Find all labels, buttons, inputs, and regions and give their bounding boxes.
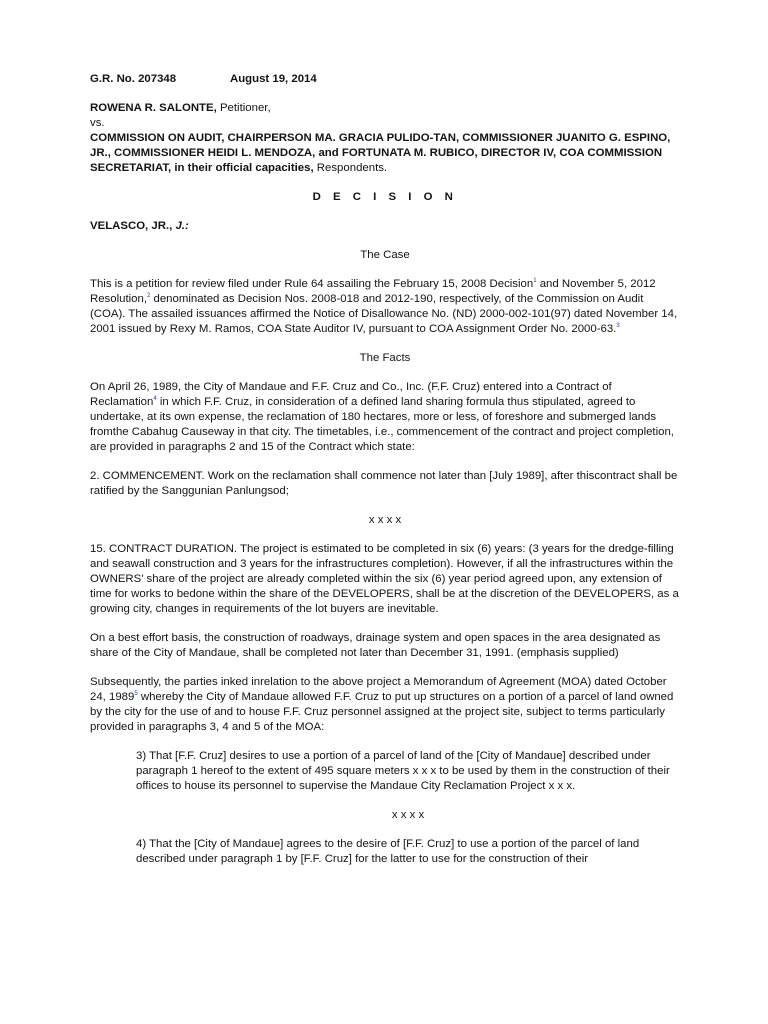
ponente-title: J.: xyxy=(175,220,189,232)
decision-date: August 19, 2014 xyxy=(230,73,317,85)
paragraph-best-effort: On a best effort basis, the construction of roadways, drainage system and open spaces in the area designated as share of the City of Mandaue, shall be completed not later than December 31, 1991. (emphasis supplied) xyxy=(90,632,661,659)
section-heading-the-case: The Case xyxy=(360,249,410,261)
footnote-ref-5[interactable]: 5 xyxy=(134,691,138,697)
paragraph-facts: On April 26, 1989, the City of Mandaue and F.F. Cruz and Co., Inc. (F.F. Cruz) entered into a Contract of Reclamation$^4$ in which F.F. Cruz, in consideration of a defined land sharing formula thus stipulated, agreed to undertake, at its own expense, the reclamation of 180 hectares, more or less, of foreshore and submerged lands fromthe Cabahug Causeway in that city. The timetables, i.e., commencement of the contract and project completion, are provided in paragraphs 2 and 15 of the Contract which state: xyxy=(90,381,674,453)
petitioner-line xyxy=(90,101,680,116)
ponente xyxy=(90,219,680,234)
footnote-ref-4[interactable]: 4 xyxy=(153,396,157,402)
section-heading-the-facts: The Facts xyxy=(359,352,411,364)
petitioner-role: Petitioner, xyxy=(216,102,271,114)
respondents-names: COMMISSION ON AUDIT, CHAIRPERSON MA. GRACIA PULIDO-TAN, COMMISSIONER JUANITO G. ESPINO, JR., COMMISSIONER HEIDI L. MENDOZA, and FORTUNATA M. RUBICO, DIRECTOR IV, COA COMMISSION SECRETARIAT, in their official capacities, xyxy=(90,132,671,174)
paragraph-commencement: 2. COMMENCEMENT. Work on the reclamation shall commence not later than [July 1989], after thiscontract shall be ratified by the Sanggunian Panlungsod; xyxy=(90,470,678,497)
decision-heading: D E C I S I O N xyxy=(312,191,458,203)
footnote-ref-3[interactable]: 3 xyxy=(616,323,620,329)
paragraph-contract-duration: 15. CONTRACT DURATION. The project is estimated to be completed in six (6) years: (3 years for the dredge-filling and seawall construction and 3 years for the infrastructures completion). However, if all the infrastructures within the OWNERS’ share of the project are already completed within the six (6) year period agreed upon, any extension of time for works to bedone within the share of the DEVELOPERS, shall be at the discretion of the DEVELOPERS, as a growing city, changes in requirements of the lot buyers are inevitable. xyxy=(90,543,679,615)
footnote-ref-2[interactable]: 2 xyxy=(147,293,151,299)
paragraph-the-case: This is a petition for review filed under Rule 64 assailing the February 15, 2008 Decision$^1$ and November 5, 2012 Resolution,$^2$ denominated as Decision Nos. 2008-018 and 2012-190, respectively, of the Commission on Audit (COA). The assailed issuances affirmed the Notice of Disallowance No. (ND) 2000-002-101(97) dated November 14, 2001 issued by Rexy M. Ramos, COA State Auditor IV, pursuant to COA Assignment Order No. 2000-63.$^3$ xyxy=(90,278,678,335)
respondents-block xyxy=(90,131,680,176)
footnote-ref-1[interactable]: 1 xyxy=(533,278,537,284)
ponente-name: VELASCO, JR., xyxy=(90,220,176,232)
document-page xyxy=(90,72,680,867)
paragraph-moa-item-4: 4) That the [City of Mandaue] agrees to the desire of [F.F. Cruz] to use a portion of the parcel of land described under paragraph 1 by [F.F. Cruz] for the latter to use for the construction of their xyxy=(136,838,640,865)
versus: vs. xyxy=(90,117,105,129)
ellipsis-separator: x x x x xyxy=(391,809,425,821)
ellipsis-separator: x x x x xyxy=(368,514,402,526)
case-header xyxy=(90,72,680,87)
paragraph-moa-item-3: 3) That [F.F. Cruz] desires to use a portion of a parcel of land of the [City of Mandaue] described under paragraph 1 hereof to the extent of 495 square meters x x x to be used by them in the construction of their offices to house its personnel to supervise the Mandaue City Reclamation Project x x x. xyxy=(136,750,670,792)
respondents-role: Respondents. xyxy=(313,162,388,174)
gr-number: G.R. No. 207348 xyxy=(90,73,177,85)
petitioner-name: ROWENA R. SALONTE, xyxy=(90,102,217,114)
paragraph-moa: Subsequently, the parties inked inrelation to the above project a Memorandum of Agreement (MOA) dated October 24, 1989$^5$ whereby the City of Mandaue allowed F.F. Cruz to put up structures on a portion of a parcel of land owned by the city for the use of and to house F.F. Cruz personnel assigned at the project site, subject to terms particularly provided in paragraphs 3, 4 and 5 of the MOA: xyxy=(90,676,674,733)
